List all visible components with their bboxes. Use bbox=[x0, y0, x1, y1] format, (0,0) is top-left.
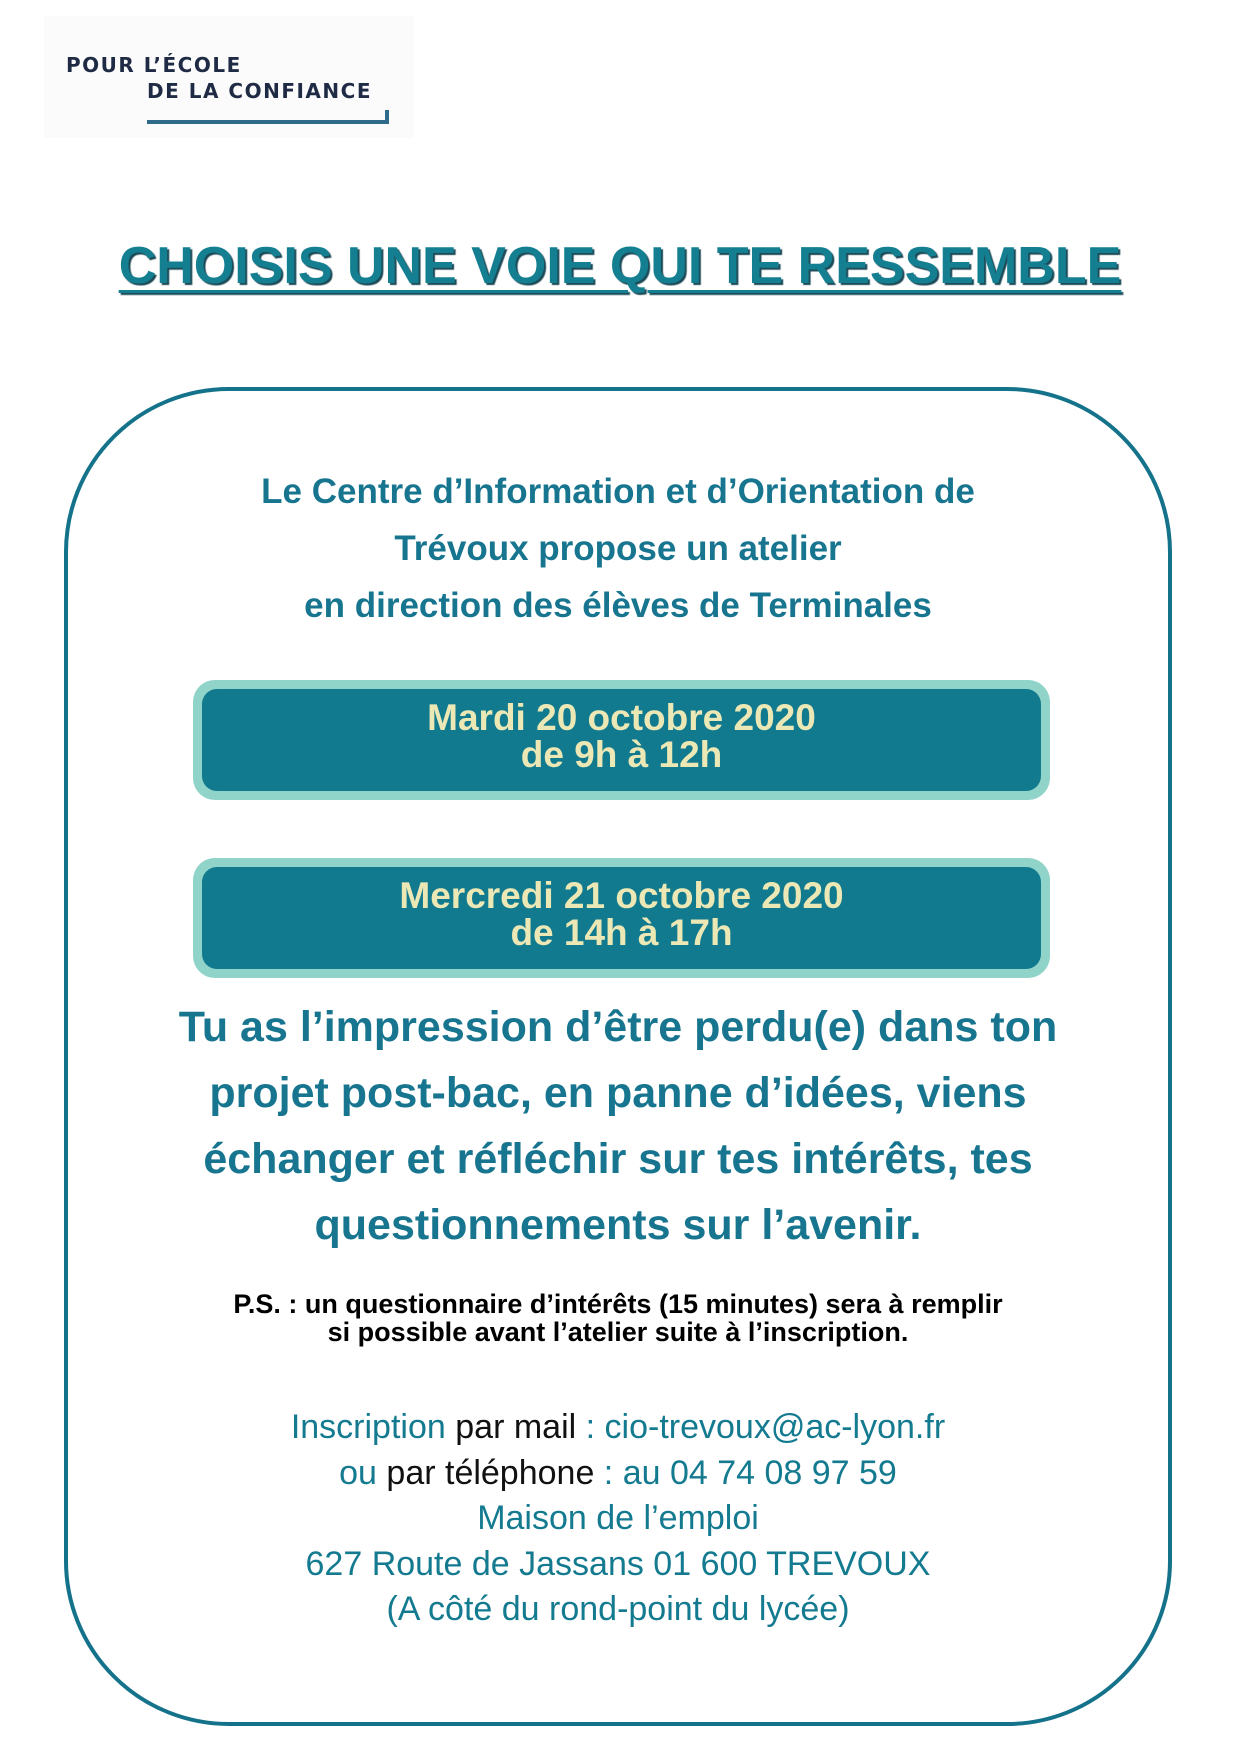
landmark-note: (A côté du rond-point du lycée) bbox=[386, 1590, 850, 1628]
street-address: 627 Route de Jassans 01 600 TREVOUX bbox=[305, 1544, 931, 1583]
intro-line-1: Le Centre d’Information et d’Orientation de bbox=[261, 472, 975, 511]
ps-note bbox=[64, 1290, 1172, 1346]
place-name: Maison de l’emploi bbox=[477, 1499, 759, 1537]
contact-mail-line bbox=[64, 1405, 1172, 1451]
ou-label: ou bbox=[339, 1453, 377, 1492]
ps-line-2: si possible avant l’atelier suite à l’inscription. bbox=[327, 1317, 909, 1347]
intro-text bbox=[64, 463, 1172, 634]
pitch-line-1: Tu as l’impression d’être perdu(e) dans ton bbox=[178, 1003, 1058, 1051]
logo-line-2: DE LA CONFIANCE bbox=[147, 79, 372, 103]
intro-line-3: en direction des élèves de Terminales bbox=[304, 586, 932, 625]
session-box-1 bbox=[193, 680, 1050, 800]
mail-separator: : bbox=[576, 1408, 605, 1446]
by-phone-label: par téléphone bbox=[386, 1453, 595, 1492]
session-box-1-inner bbox=[202, 689, 1041, 791]
session-box-2-inner bbox=[202, 867, 1041, 969]
email-link[interactable]: cio-trevoux@ac-lyon.fr bbox=[604, 1408, 946, 1446]
pitch-text bbox=[64, 994, 1172, 1258]
session-2-date: Mercredi 21 octobre 2020 bbox=[399, 875, 844, 916]
phone-number[interactable]: 04 74 08 97 59 bbox=[669, 1453, 897, 1492]
session-1-date: Mardi 20 octobre 2020 bbox=[427, 697, 816, 738]
contact-block bbox=[64, 1405, 1172, 1633]
inscription-label: Inscription bbox=[290, 1408, 446, 1446]
page-title: CHOISIS UNE VOIE QUI TE RESSEMBLE bbox=[118, 237, 1122, 295]
logo-bracket bbox=[147, 110, 389, 124]
intro-line-2: Trévoux propose un atelier bbox=[394, 529, 842, 568]
pitch-line-3: échanger et réfléchir sur tes intérêts, tes bbox=[203, 1135, 1033, 1183]
pitch-line-2: projet post-bac, en panne d’idées, viens bbox=[209, 1069, 1027, 1117]
session-box-2 bbox=[193, 858, 1050, 978]
by-mail-label: par mail bbox=[455, 1408, 577, 1446]
pitch-line-4: questionnements sur l’avenir. bbox=[314, 1201, 922, 1249]
contact-phone-line bbox=[64, 1451, 1172, 1497]
phone-separator: : au bbox=[594, 1453, 670, 1492]
session-1-time: de 9h à 12h bbox=[520, 734, 723, 775]
logo-line-1: POUR L’ÉCOLE bbox=[66, 53, 242, 77]
ps-line-1: P.S. : un questionnaire d’intérêts (15 minutes) sera à remplir bbox=[233, 1289, 1003, 1319]
logo bbox=[44, 16, 414, 138]
session-2-time: de 14h à 17h bbox=[510, 912, 733, 953]
